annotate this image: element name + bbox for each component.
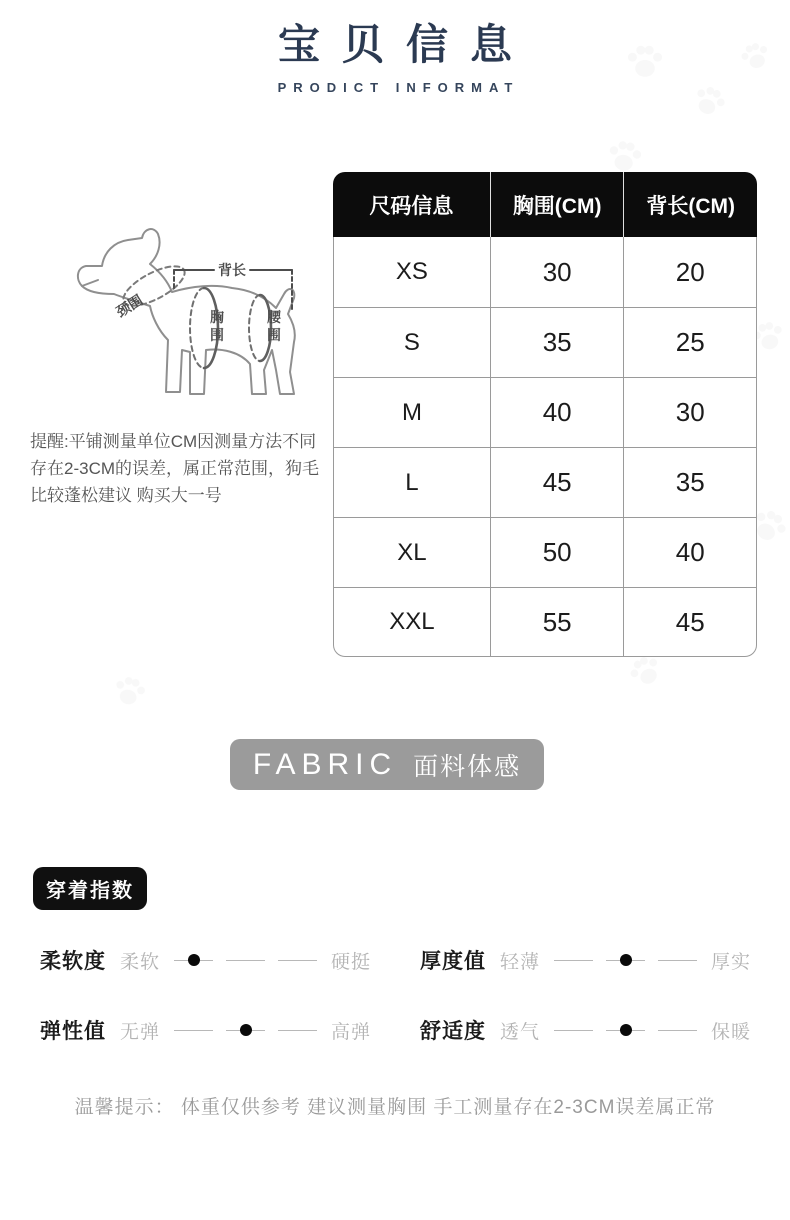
size-table — [333, 172, 757, 657]
dog-mouth-line — [82, 280, 98, 286]
scale-segment — [226, 1030, 265, 1031]
size-table-row — [333, 587, 757, 657]
chest-value-cell: 45 — [490, 447, 624, 517]
scale-dot — [620, 954, 632, 966]
scale-segment — [174, 1030, 213, 1031]
size-table-header-chest: 胸围(CM) — [490, 172, 624, 237]
size-cell: S — [333, 307, 490, 377]
neck-label: 颈围 — [113, 291, 146, 320]
back-value-cell: 25 — [623, 307, 757, 377]
wear-item-label: 厚度值 — [420, 950, 486, 973]
back-length-label: 背长 — [218, 262, 246, 278]
wear-item-low-end: 透气 — [500, 1021, 541, 1043]
wear-index-item — [420, 945, 752, 975]
wear-item-high-end: 高弹 — [331, 1021, 372, 1043]
scale-segment — [606, 960, 645, 961]
size-cell: XXL — [333, 587, 490, 657]
size-cell: L — [333, 447, 490, 517]
size-table-body — [333, 237, 757, 657]
scale-segment — [554, 1030, 593, 1031]
size-table-header-back: 背长(CM) — [623, 172, 757, 237]
wear-item-high-end: 硬挺 — [331, 951, 372, 973]
dog-diagram-drawing — [52, 222, 320, 422]
scale-dot — [240, 1024, 252, 1036]
waist-label-char2: 围 — [267, 327, 281, 343]
scale-segment — [278, 1030, 317, 1031]
chest-label-char2: 围 — [210, 327, 224, 343]
size-table-row — [333, 237, 757, 307]
scale-segment — [554, 960, 593, 961]
wear-index-item — [40, 1015, 372, 1045]
size-table-row — [333, 517, 757, 587]
size-table-header-row — [333, 172, 757, 237]
size-cell: M — [333, 377, 490, 447]
page-header — [0, 22, 790, 95]
wear-item-label: 舒适度 — [420, 1020, 486, 1043]
scale-dot — [620, 1024, 632, 1036]
scale-segment — [174, 960, 213, 961]
waist-label-char1: 腰 — [267, 309, 281, 325]
back-value-cell: 40 — [623, 517, 757, 587]
wear-index-grid — [40, 945, 752, 1045]
paw-watermark — [112, 674, 147, 707]
back-value-cell: 35 — [623, 447, 757, 517]
chest-value-cell: 35 — [490, 307, 624, 377]
back-value-cell: 45 — [623, 587, 757, 657]
scale-segment — [226, 960, 265, 961]
fabric-section-header — [230, 739, 544, 790]
wear-index-badge: 穿着指数 — [33, 867, 147, 910]
back-value-cell: 20 — [623, 237, 757, 307]
scale-segment — [658, 1030, 697, 1031]
scale-dot — [188, 954, 200, 966]
wear-item-label: 弹性值 — [40, 1020, 106, 1043]
wear-item-low-end: 无弹 — [120, 1021, 161, 1043]
chest-label-char1: 胸 — [210, 309, 224, 325]
size-table-row — [333, 377, 757, 447]
measurement-reminder-text: 提醒:平铺测量单位CM因测量方法不同存在2-3CM的误差，属正常范围，狗毛比较蓬松建议 购买大一号 — [30, 432, 320, 506]
chest-band-front — [190, 288, 204, 368]
back-value-cell: 30 — [623, 377, 757, 447]
wear-item-scale — [554, 1030, 697, 1031]
paw-watermark — [626, 652, 665, 690]
chest-value-cell: 30 — [490, 237, 624, 307]
scale-segment — [658, 960, 697, 961]
chest-value-cell: 50 — [490, 517, 624, 587]
size-table-row — [333, 307, 757, 377]
wear-item-scale — [174, 1030, 317, 1031]
fabric-section-title-en: FABRIC — [252, 747, 398, 781]
wear-item-low-end: 柔软 — [120, 951, 161, 973]
wear-item-label: 柔软度 — [40, 950, 106, 973]
dog-measurement-diagram — [52, 222, 320, 422]
chest-value-cell: 40 — [490, 377, 624, 447]
wear-index-item — [40, 945, 372, 975]
chest-value-cell: 55 — [490, 587, 624, 657]
paw-watermark — [607, 139, 643, 173]
wear-item-scale — [554, 960, 697, 961]
scale-segment — [606, 1030, 645, 1031]
wear-item-low-end: 轻薄 — [500, 951, 541, 973]
size-cell: XS — [333, 237, 490, 307]
fabric-section-title-zh: 面料体感 — [413, 752, 522, 781]
wear-item-high-end: 厚实 — [711, 951, 752, 973]
size-table-header-size: 尺码信息 — [333, 172, 490, 237]
wear-item-high-end: 保暖 — [711, 1021, 752, 1043]
page-subtitle: PRODICT INFORMAT — [277, 80, 520, 96]
scale-segment — [278, 960, 317, 961]
wear-item-scale — [174, 960, 317, 961]
dog-outline — [78, 229, 295, 394]
page-title: 宝贝信息 — [277, 21, 534, 68]
size-cell: XL — [333, 517, 490, 587]
waist-band-front — [249, 295, 260, 361]
footer-warm-tip: 温馨提示： 体重仅供参考 建议测量胸围 手工测量存在2-3CM误差属正常 — [74, 1097, 716, 1118]
wear-index-item — [420, 1015, 752, 1045]
size-table-row — [333, 447, 757, 517]
